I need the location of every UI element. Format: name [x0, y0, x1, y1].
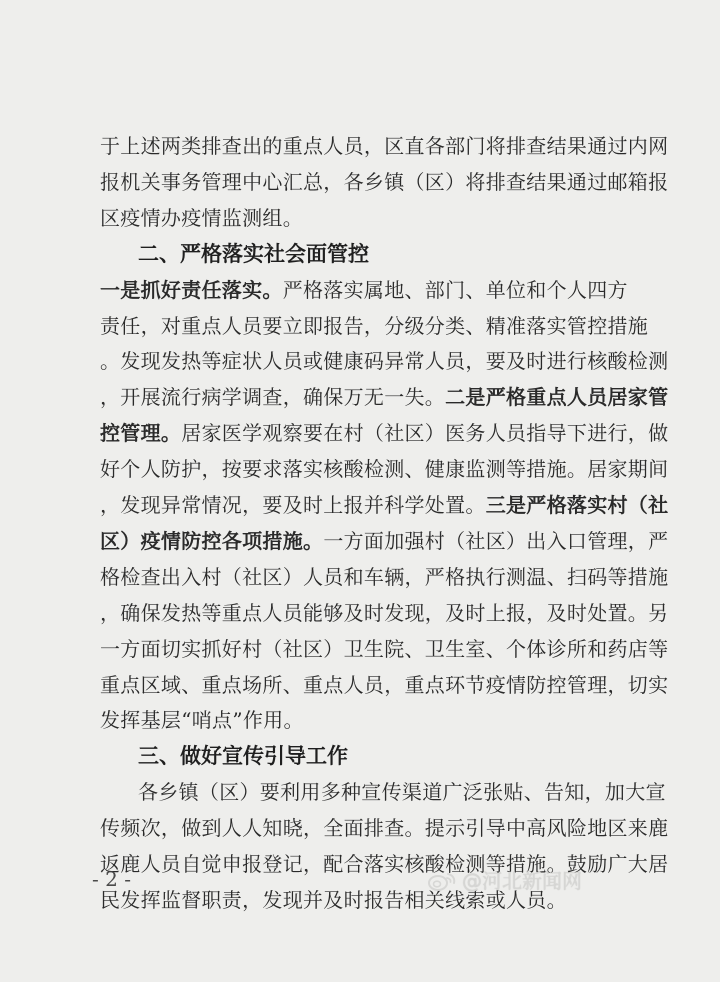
- text-line: [100, 526, 669, 556]
- text-segment: 民发挥监督职责，发现并及时报告相关线索或人员。: [100, 888, 567, 912]
- text-line: [100, 167, 669, 197]
- text-segment: 于上述两类排查出的重点人员，区直各部门将排查结果通过内网: [100, 134, 669, 158]
- section-heading: 二、严格落实社会面管控: [138, 242, 369, 266]
- text-line: [100, 418, 669, 448]
- text-line: [100, 670, 669, 700]
- text-segment: 。发现发热等症状人员或健康码异常人员，要及时进行核酸检测: [100, 349, 669, 373]
- watermark: [426, 868, 582, 894]
- text-segment: 严格落实属地、部门、单位和个人四方: [282, 278, 628, 302]
- text-line: [100, 203, 640, 233]
- text-segment: ，发现异常情况，要及时上报并科学处置。: [100, 493, 486, 517]
- text-line: [100, 813, 669, 843]
- text-segment: 居家医学观察要在村（社区）医务人员指导下进行，做: [181, 421, 669, 445]
- page-number: - 2 -: [92, 867, 131, 891]
- text-line: [100, 634, 669, 664]
- text-line: [100, 454, 669, 484]
- text-line: [100, 490, 669, 520]
- text-segment: 报机关事务管理中心汇总，各乡镇（区）将排查结果通过邮箱报: [100, 170, 669, 194]
- text-segment: 责任，对重点人员要立即报告，分级分类、精准落实管控措施: [100, 314, 649, 338]
- watermark-text: @河北新闻网: [462, 869, 582, 893]
- text-segment: ，确保发热等重点人员能够及时发现，及时上报，及时处置。另: [100, 601, 669, 625]
- text-line: [100, 562, 669, 592]
- text-line: [100, 346, 669, 376]
- text-segment: 传频次，做到人人知晓，全面排查。提示引导中高风险地区来鹿: [100, 816, 669, 840]
- text-segment: ，开展流行病学调查，确保万无一失。: [100, 385, 446, 409]
- bold-text: 二是严格重点人员居家管: [445, 385, 669, 409]
- bold-text: 三是严格落实村（社: [485, 493, 669, 517]
- bold-text: 一是抓好责任落实。: [100, 278, 283, 302]
- text-line: [100, 311, 649, 341]
- text-line: [100, 382, 669, 412]
- text-line: [100, 275, 640, 305]
- text-segment: 一方面切实抓好村（社区）卫生院、卫生室、个体诊所和药店等: [100, 637, 669, 661]
- section-heading: 三、做好宣传引导工作: [138, 744, 348, 768]
- text-segment: 发挥基层“哨点”作用。: [100, 708, 304, 732]
- text-line: [100, 705, 640, 735]
- text-segment: 区疫情办疫情监测组。: [100, 206, 303, 230]
- text-segment: 各乡镇（区）要利用多种宣传渠道广泛张贴、告知，加大宣: [138, 780, 666, 804]
- text-segment: 返鹿人员自觉申报登记，配合落实核酸检测等措施。鼓励广大居: [100, 852, 669, 876]
- bold-text: 区）疫情防控各项措施。: [100, 529, 324, 553]
- text-line: [100, 131, 669, 161]
- weibo-icon: [426, 869, 458, 893]
- text-segment: 一方面加强村（社区）出入口管理，严: [323, 529, 669, 553]
- text-line: [100, 598, 669, 628]
- text-segment: 好个人防护，按要求落实核酸检测、健康监测等措施。居家期间: [100, 457, 669, 481]
- text-segment: 重点区域、重点场所、重点人员，重点环节疫情防控管理，切实: [100, 673, 669, 697]
- text-segment: 格检查出入村（社区）人员和车辆，严格执行测温、扫码等措施: [100, 565, 669, 589]
- bold-text: 控管理。: [100, 421, 182, 445]
- text-line: [138, 777, 666, 807]
